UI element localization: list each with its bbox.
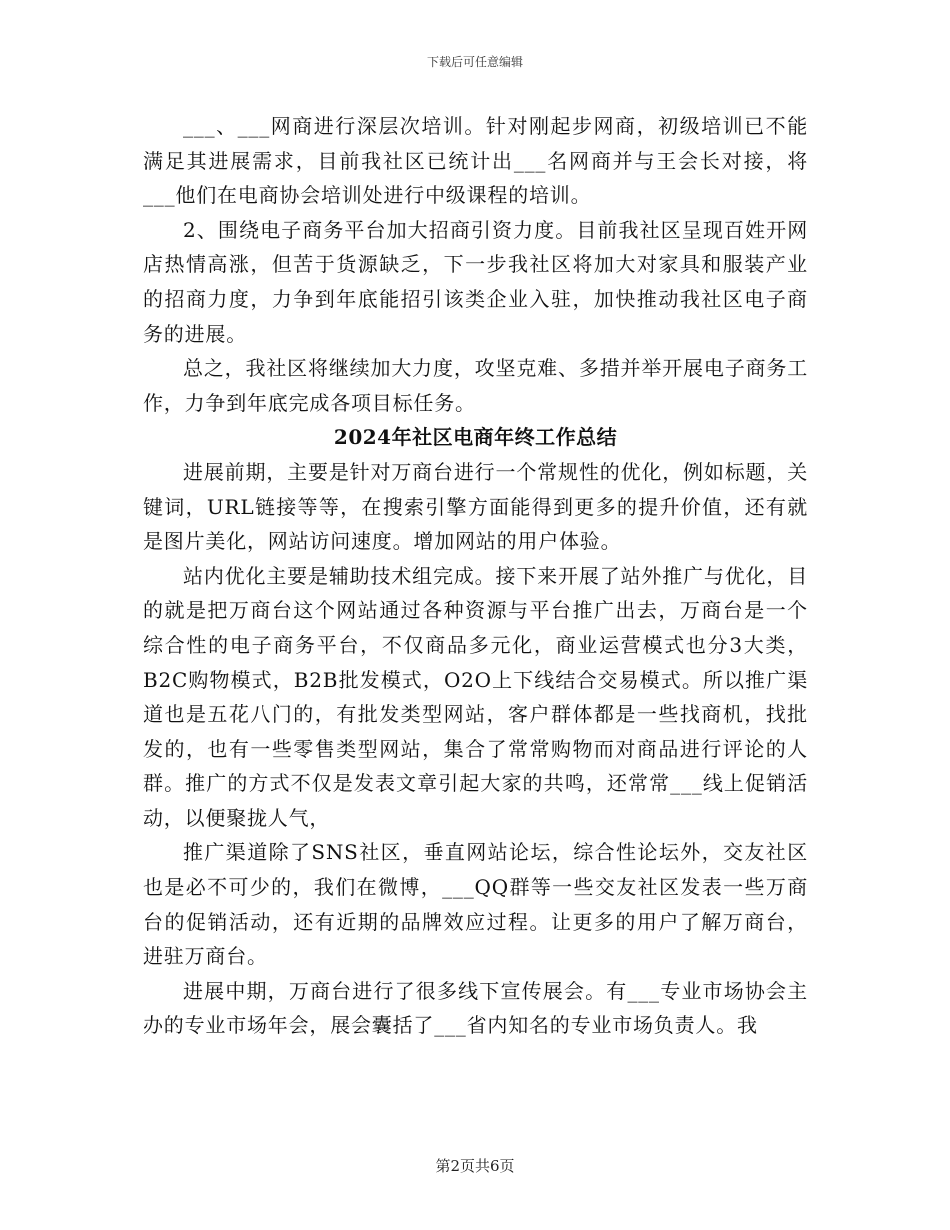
paragraph: 总之，我社区将继续加大力度，攻坚克难、多措并举开展电子商务工作，力争到年底完成各项目标任务。: [143, 356, 808, 415]
document-body: [143, 109, 808, 1043]
paragraph: 进展中期，万商台进行了很多线下宣传展会。有___专业市场协会主办的专业市场年会，展会囊括了___省内知名的专业市场负责人。我: [143, 978, 808, 1038]
paragraph: 站内优化主要是辅助技术组完成。接下来开展了站外推广与优化，目的就是把万商台这个网站通过各种资源与平台推广出去，万商台是一个综合性的电子商务平台，不仅商品多元化，商业运营模式也分3大类，B2C购物模式，B2B批发模式，O2O上下线结合交易模式。所以推广渠道也是五花八门的，有批发类型网站，客户群体都是一些找商机，找批发的，也有一些零售类型网站，集合了常常购物而对商品进行评论的人群。推广的方式不仅是发表文章引起大家的共鸣，还常常___线上促销活动，以便聚拢人气，: [143, 563, 808, 830]
page-header-note: 下载后可任意编辑: [426, 55, 523, 69]
page-number: 第2页共6页: [435, 1157, 515, 1175]
section-title: 2024年社区电商年终工作总结: [333, 425, 618, 450]
paragraph: 推广渠道除了SNS社区，垂直网站论坛，综合性论坛外，交友社区也是必不可少的，我们在微博，___QQ群等一些交友社区发表一些万商台的促销活动，还有近期的品牌效应过程。让更多的用户了解万商台，进驻万商台。: [143, 840, 808, 969]
paragraph: ___、___网商进行深层次培训。针对刚起步网商，初级培训已不能满足其进展需求，目前我社区已统计出___名网商并与王会长对接，将___他们在电商协会培训处进行中级课程的培训。: [143, 114, 808, 208]
paragraph: 进展前期，主要是针对万商台进行一个常规性的优化，例如标题，关键词，URL链接等等，在搜索引擎方面能得到更多的提升价值，还有就是图片美化，网站访问速度。增加网站的用户体验。: [143, 459, 808, 554]
paragraph: 2、围绕电子商务平台加大招商引资力度。目前我社区呈现百姓开网店热情高涨，但苦于货源缺乏，下一步我社区将加大对家具和服装产业的招商力度，力争到年底能招引该类企业入驻，加快推动我社区电子商务的进展。: [143, 217, 808, 346]
